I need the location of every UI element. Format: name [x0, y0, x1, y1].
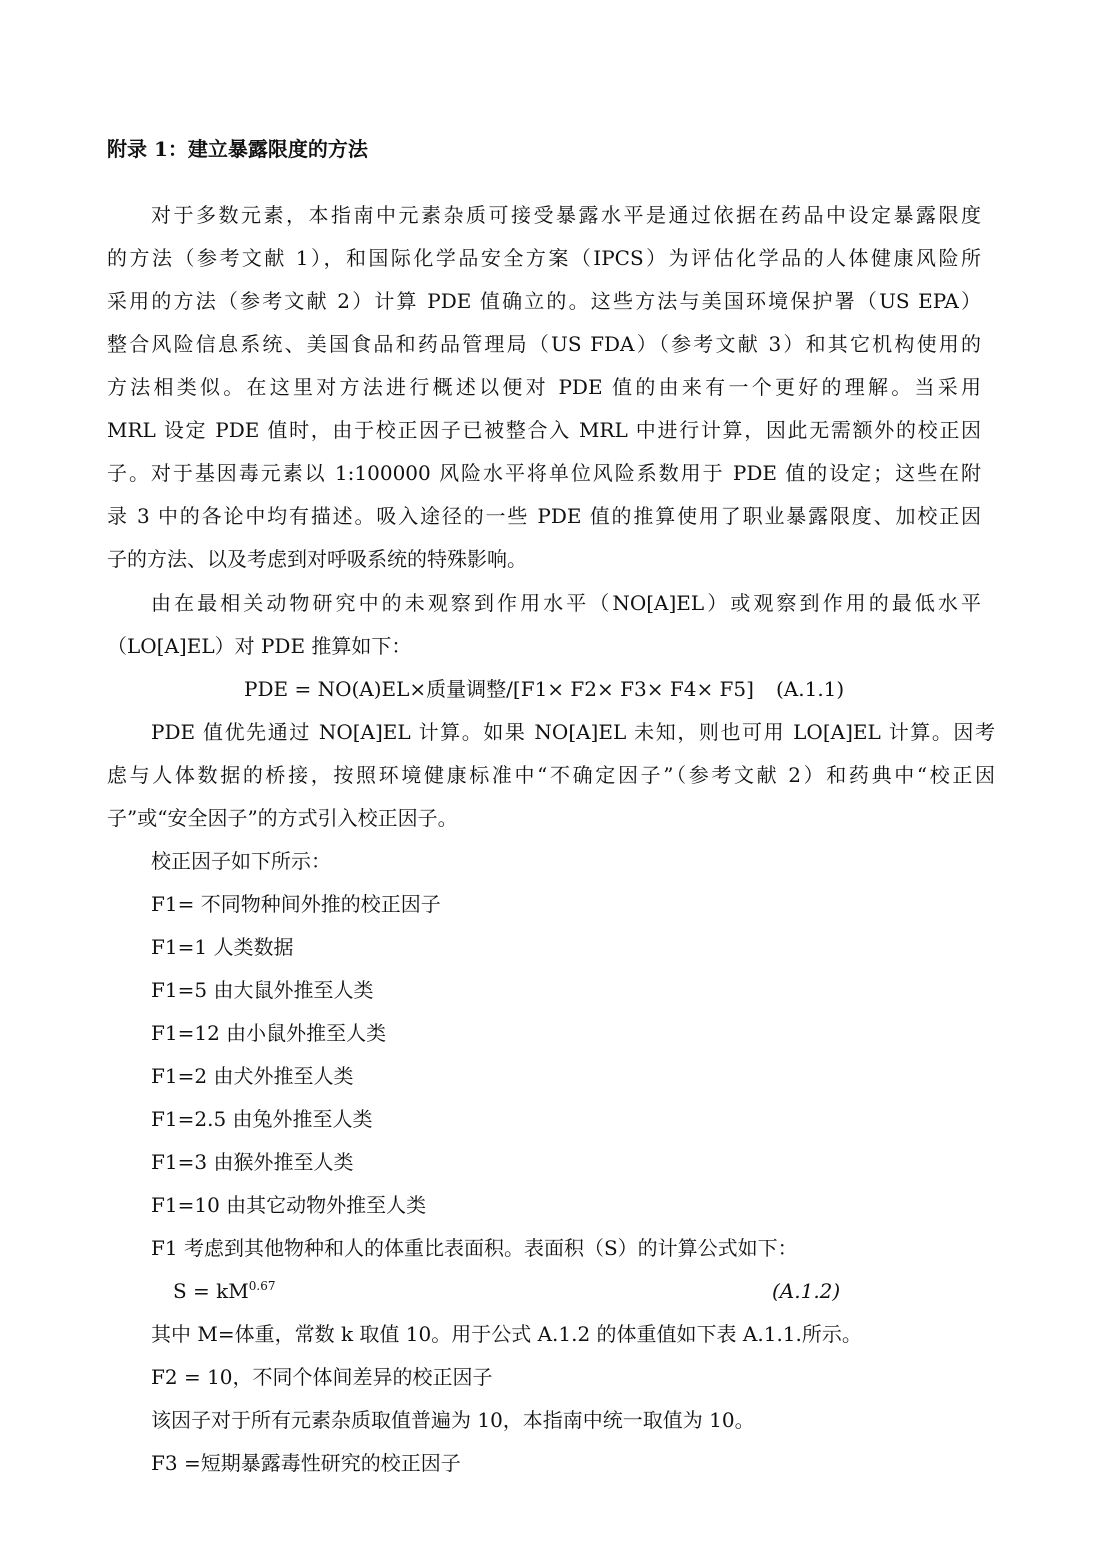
factor-f2-note: 该因子对于所有元素杂质取值普遍为 10，本指南中统一取值为 10。	[151, 1408, 755, 1432]
para3-line-1: PDE 值优先通过 NO[A]EL 计算。如果 NO[A]EL 未知，则也可用 LO[A]EL 计算。因考	[151, 720, 995, 744]
para1-line-2: 的方法（参考文献 1），和国际化学品安全方案（IPCS）为评估化学品的人体健康风险所	[107, 246, 981, 270]
para1-line-3: 采用的方法（参考文献 2）计算 PDE 值确立的。这些方法与美国环境保护署（US EPA）	[107, 289, 981, 313]
appendix-heading: 附录 1：建立暴露限度的方法	[107, 137, 368, 161]
formula-pde: PDE = NO(A)EL×质量调整/[F1× F2× F3× F4× F5]	[244, 677, 754, 701]
factor-f1-human: F1=1 人类数据	[151, 935, 294, 959]
factor-f1-surface-note: F1 考虑到其他物种和人的体重比表面积。表面积（S）的计算公式如下：	[151, 1236, 798, 1260]
factor-f1-other: F1=10 由其它动物外推至人类	[151, 1193, 427, 1217]
formula-surface	[173, 1276, 276, 1306]
factor-f3-definition: F3 =短期暴露毒性研究的校正因子	[151, 1451, 461, 1475]
para1-line-4: 整合风险信息系统、美国食品和药品管理局（US FDA）（参考文献 3）和其它机构使用的	[107, 332, 981, 356]
para1-line-9: 子的方法、以及考虑到对呼吸系统的特殊影响。	[107, 547, 527, 571]
factor-f1-rabbit: F1=2.5 由兔外推至人类	[151, 1107, 373, 1131]
para1-line-7: 子。对于基因毒元素以 1:100000 风险水平将单位风险系数用于 PDE 值的设定；这些在附	[107, 461, 981, 485]
factor-f1-mouse: F1=12 由小鼠外推至人类	[151, 1021, 387, 1045]
formula-surface-number: (A.1.2)	[772, 1279, 841, 1303]
para1-line-8: 录 3 中的各论中均有描述。吸入途径的一些 PDE 值的推算使用了职业暴露限度、加校正因	[107, 504, 981, 528]
formula-surface-base: S = kM	[173, 1279, 249, 1303]
factor-f2-definition: F2 = 10，不同个体间差异的校正因子	[151, 1365, 493, 1389]
formula-pde-number: (A.1.1)	[776, 677, 845, 701]
para2-line-1: 由在最相关动物研究中的未观察到作用水平（NO[A]EL）或观察到作用的最低水平	[151, 591, 981, 615]
factor-f1-definition: F1= 不同物种间外推的校正因子	[151, 892, 441, 916]
para1-line-5: 方法相类似。在这里对方法进行概述以便对 PDE 值的由来有一个更好的理解。当采用	[107, 375, 981, 399]
formula-surface-exponent: 0.67	[248, 1279, 276, 1293]
para3-line-3: 子”或“安全因子”的方式引入校正因子。	[107, 806, 458, 830]
para3-line-2: 虑与人体数据的桥接，按照环境健康标准中“不确定因子”（参考文献 2）和药典中“校正因	[107, 763, 995, 787]
para1-line-1: 对于多数元素，本指南中元素杂质可接受暴露水平是通过依据在药品中设定暴露限度	[151, 203, 981, 227]
factor-f1-rat: F1=5 由大鼠外推至人类	[151, 978, 374, 1002]
para1-line-6: MRL 设定 PDE 值时，由于校正因子已被整合入 MRL 中进行计算，因此无需额外的校正因	[107, 418, 981, 442]
factor-intro: 校正因子如下所示：	[151, 849, 331, 873]
factor-f1-monkey: F1=3 由猴外推至人类	[151, 1150, 354, 1174]
body-weight-note: 其中 M=体重，常数 k 取值 10。用于公式 A.1.2 的体重值如下表 A.1.1.所示。	[151, 1322, 862, 1346]
para2-line-2: （LO[A]EL）对 PDE 推算如下：	[107, 634, 412, 658]
factor-f1-dog: F1=2 由犬外推至人类	[151, 1064, 354, 1088]
